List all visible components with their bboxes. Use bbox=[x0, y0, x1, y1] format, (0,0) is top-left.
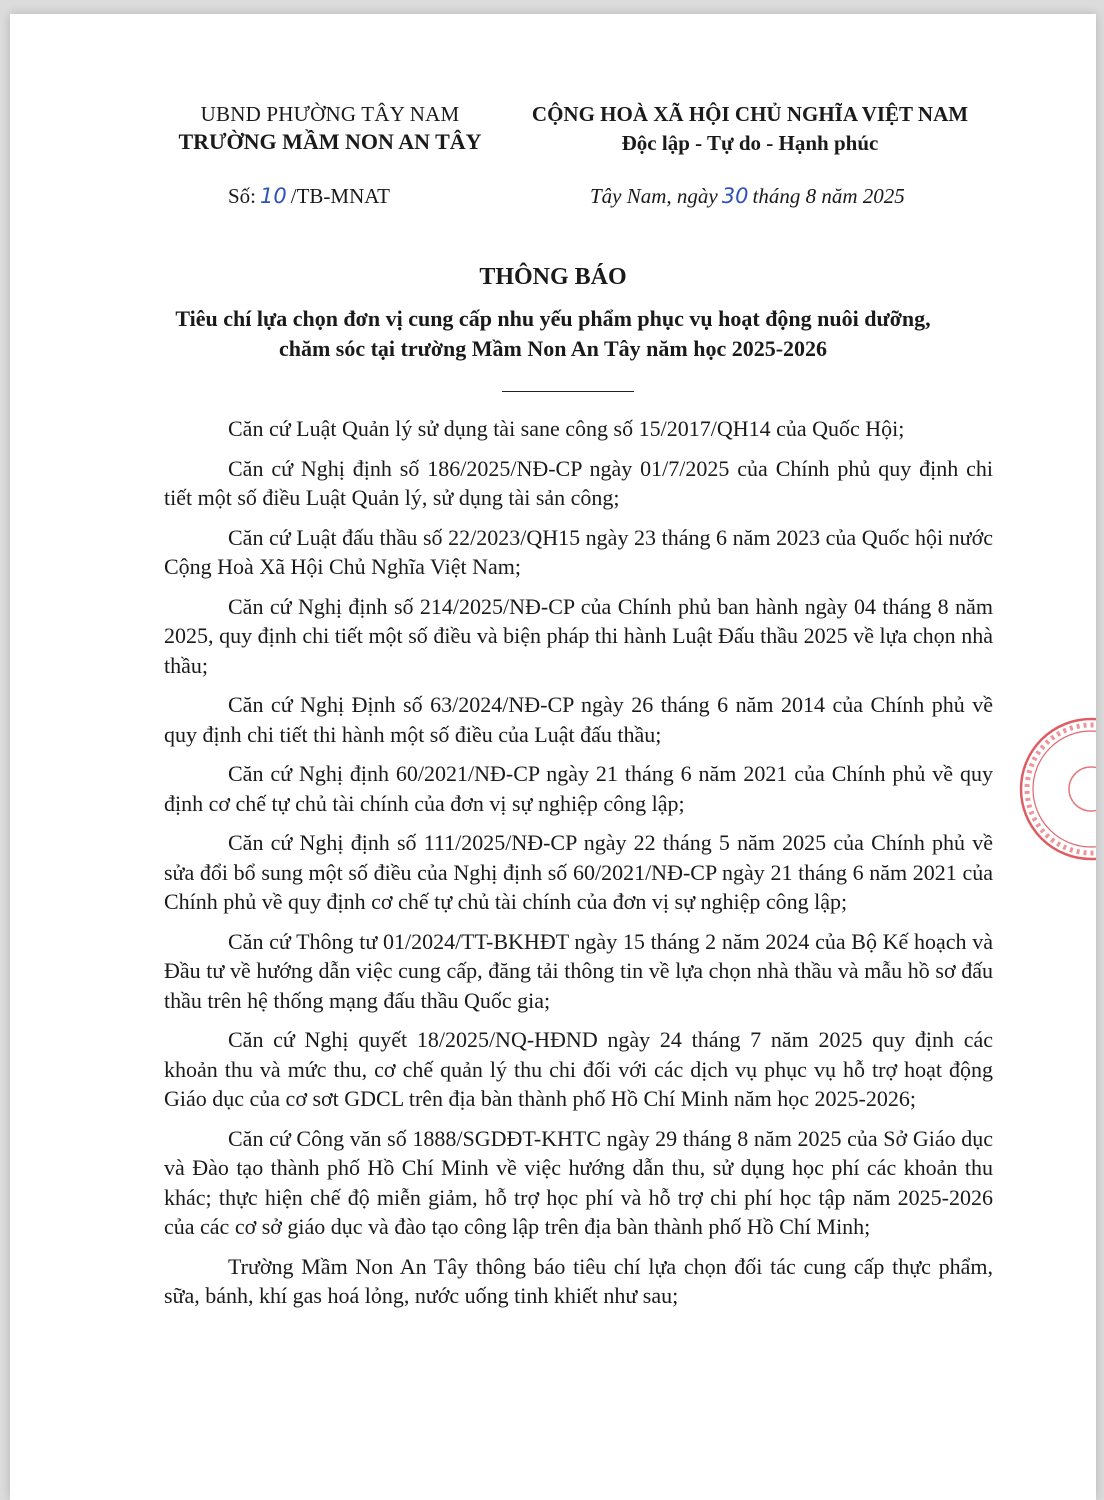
document-page bbox=[10, 14, 1096, 1500]
issuer-authority: UBND PHƯỜNG TÂY NAM bbox=[200, 102, 460, 126]
red-seal-stamp bbox=[1016, 714, 1096, 864]
title-divider bbox=[502, 391, 634, 392]
handwritten-day: 30 bbox=[721, 184, 749, 208]
paragraph: Căn cứ Công văn số 1888/SGDĐT-KHTC ngày 29 tháng 8 năm 2025 của Sở Giáo dục và Đào tạo thành phố Hồ Chí Minh về việc hướng dẫn thu, sử dụng học phí các khoản thu khác; thực hiện chế độ miễn giảm, hỗ trợ học phí và hỗ trợ chi phí học tập năm 2025-2026 của các cơ sở giáo dục và đào tạo công lập trên địa bàn thành phố Hồ Chí Minh; bbox=[164, 1125, 993, 1239]
document-number-suffix: /TB-MNAT bbox=[290, 184, 390, 208]
paragraph: Căn cứ Luật Quản lý sử dụng tài sane công số 15/2017/QH14 của Quốc Hội; bbox=[228, 416, 905, 441]
date-month-year: tháng 8 năm 2025 bbox=[752, 184, 905, 208]
document-subtitle: Tiêu chí lựa chọn đơn vị cung cấp nhu yếu phẩm phục vụ hoạt động nuôi dưỡng, chăm sóc tại trường Mầm Non An Tây năm học 2025-2026 bbox=[175, 306, 931, 361]
national-motto: Độc lập - Tự do - Hạnh phúc bbox=[621, 131, 879, 155]
national-heading bbox=[510, 102, 990, 156]
document-title: THÔNG BÁO bbox=[479, 264, 627, 290]
document-body bbox=[164, 414, 993, 1321]
date-place-day-label: Tây Nam, ngày bbox=[590, 184, 718, 208]
seal-emblem bbox=[1069, 767, 1096, 811]
seal-outer-ring bbox=[1021, 719, 1096, 859]
handwritten-number: 10 bbox=[260, 184, 287, 208]
paragraph: Căn cứ Nghị định số 111/2025/NĐ-CP ngày 22 tháng 5 năm 2025 của Chính phủ về sửa đổi bổ sung một số điều của Nghị định số 60/2021/NĐ-CP ngày 21 tháng 6 năm 2021 của Chính phủ về quy định cơ chế tự chủ tài chính của đơn vị sự nghiệp công lập; bbox=[164, 830, 993, 914]
document-number bbox=[228, 184, 390, 209]
paragraph: Căn cứ Nghị định số 186/2025/NĐ-CP ngày 01/7/2025 của Chính phủ quy định chi tiết một số điều Luật Quản lý, sử dụng tài sản công; bbox=[164, 455, 993, 510]
paragraph: Căn cứ Thông tư 01/2024/TT-BKHĐT ngày 15 tháng 2 năm 2024 của Bộ Kế hoạch và Đầu tư về hướng dẫn việc cung cấp, đăng tải thông tin về lựa chọn nhà thầu và mẫu hồ sơ đấu thầu trên hệ thống mạng đấu thầu Quốc gia; bbox=[164, 928, 993, 1013]
document-number-prefix: Số: bbox=[228, 184, 257, 208]
issuer-block bbox=[140, 102, 520, 155]
paragraph: Căn cứ Luật đấu thầu số 22/2023/QH15 ngày 23 tháng 6 năm 2023 của Quốc hội nước Cộng Hoà Xã Hội Chủ Nghĩa Việt Nam; bbox=[164, 524, 993, 579]
paragraph: Trường Mầm Non An Tây thông báo tiêu chí lựa chọn đối tác cung cấp thực phẩm, sữa, bánh, khí gas hoá lỏng, nước uống tinh khiết như sau; bbox=[164, 1253, 993, 1308]
paragraph: Căn cứ Nghị quyết 18/2025/NQ-HĐND ngày 24 tháng 7 năm 2025 quy định các khoản thu và mức thu, cơ chế quản lý thu chi đối với các dịch vụ phục vụ hỗ trợ hoạt động Giáo dục của cơ sơt GDCL trên địa bàn thành phố Hồ Chí Minh năm học 2025-2026; bbox=[164, 1027, 993, 1111]
national-name: CỘNG HOÀ XÃ HỘI CHỦ NGHĨA VIỆT NAM bbox=[531, 102, 969, 126]
paragraph: Căn cứ Nghị định số 214/2025/NĐ-CP của Chính phủ ban hành ngày 04 tháng 8 năm 2025, quy định chi tiết một số điều và biện pháp thi hành Luật Đấu thầu 2025 về lựa chọn nhà thầu; bbox=[164, 593, 993, 678]
paragraph: Căn cứ Nghị Định số 63/2024/NĐ-CP ngày 26 tháng 6 năm 2014 của Chính phủ về quy định chi tiết thi hành một số điều của Luật đấu thầu; bbox=[164, 692, 993, 747]
document-date bbox=[590, 184, 905, 209]
paragraph: Căn cứ Nghị định 60/2021/NĐ-CP ngày 21 tháng 6 năm 2021 của Chính phủ về quy định cơ chế tự chủ tài chính của đơn vị sự nghiệp công lập; bbox=[164, 761, 993, 816]
issuer-school: TRƯỜNG MẦM NON AN TÂY bbox=[178, 129, 482, 154]
